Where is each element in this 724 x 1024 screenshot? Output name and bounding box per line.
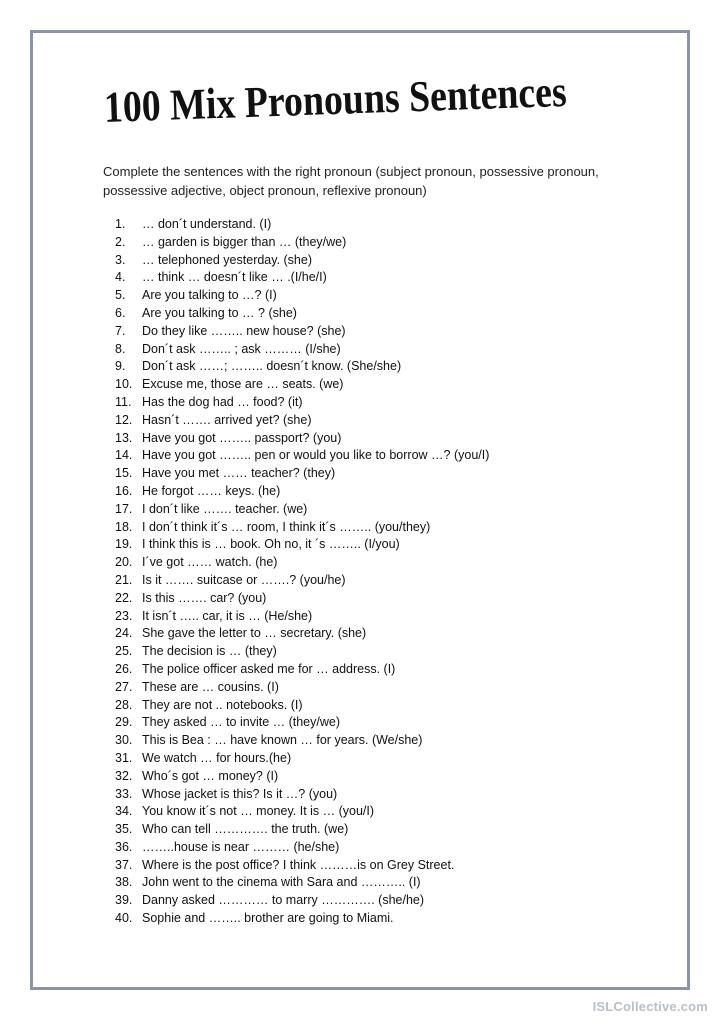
sentence-item xyxy=(115,625,665,643)
sentence-text: Do they like …….. new house? (she) xyxy=(142,323,346,338)
sentence-item xyxy=(115,323,665,341)
sentence-number: 11. xyxy=(115,394,132,409)
sentence-item xyxy=(115,269,665,287)
sentence-number: 38. xyxy=(115,875,133,890)
sentence-item xyxy=(115,892,665,910)
sentence-text: These are … cousins. (I) xyxy=(142,679,279,694)
sentence-item xyxy=(115,287,665,305)
sentence-number: 32. xyxy=(115,768,133,783)
sentence-number: 25. xyxy=(115,644,133,659)
sentence-text: This is Bea : … have known … for years. (We/she) xyxy=(142,733,423,748)
sentence-text: Have you met …… teacher? (they) xyxy=(142,466,336,481)
sentence-text: I don´t like ……. teacher. (we) xyxy=(142,501,308,516)
sentence-item xyxy=(115,394,665,412)
sentence-item xyxy=(115,661,665,679)
sentence-text: … don´t understand. (I) xyxy=(142,217,272,231)
sentence-item xyxy=(115,643,665,661)
sentence-item xyxy=(115,252,665,270)
sentence-text: … telephoned yesterday. (she) xyxy=(142,252,313,267)
sentence-item xyxy=(115,358,665,376)
sentence-text: They are not .. notebooks. (I) xyxy=(142,697,303,712)
sentence-item xyxy=(115,679,665,697)
sentence-number: 36. xyxy=(115,839,133,854)
sentence-item xyxy=(115,608,665,626)
sentence-text: Is this ……. car? (you) xyxy=(142,590,267,605)
sentence-number: 3. xyxy=(115,252,126,267)
sentence-number: 34. xyxy=(115,804,133,819)
sentence-text: … garden is bigger than … (they/we) xyxy=(142,234,347,249)
sentence-text: Where is the post office? I think ………is on Grey Street. xyxy=(142,857,455,872)
sentence-text: They asked … to invite … (they/we) xyxy=(142,715,340,730)
sentence-number: 31. xyxy=(115,750,133,765)
sentence-item xyxy=(115,874,665,892)
sentence-item xyxy=(115,216,665,234)
sentence-text: … think … doesn´t like … .(I/he/I) xyxy=(142,270,327,285)
sentence-item xyxy=(115,483,665,501)
sentence-number: 17. xyxy=(115,501,133,516)
sentence-item xyxy=(115,501,665,519)
sentence-text: I´ve got …… watch. (he) xyxy=(142,555,278,570)
sentence-item xyxy=(115,412,665,430)
sentence-text: Is it ……. suitcase or …….? (you/he) xyxy=(142,572,346,587)
worksheet-title: 100 Mix Pronouns Sentences xyxy=(103,66,568,132)
sentence-item xyxy=(115,234,665,252)
sentence-item xyxy=(115,465,665,483)
sentence-number: 35. xyxy=(115,822,133,837)
sentence-text: She gave the letter to … secretary. (she) xyxy=(142,626,367,641)
sentence-number: 5. xyxy=(115,288,126,303)
sentence-number: 39. xyxy=(115,893,133,908)
sentence-number: 27. xyxy=(115,679,133,694)
sentence-number: 30. xyxy=(115,733,133,748)
sentence-number: 9. xyxy=(115,359,126,374)
sentence-number: 13. xyxy=(115,430,133,445)
sentence-number: 28. xyxy=(115,697,133,712)
sentence-item xyxy=(115,341,665,359)
sentence-number: 24. xyxy=(115,626,133,641)
sentence-text: Are you talking to …? (I) xyxy=(142,288,277,303)
sentence-item xyxy=(115,519,665,537)
sentence-number: 29. xyxy=(115,715,133,730)
sentence-number: 15. xyxy=(115,466,133,481)
sentence-text: Have you got …….. passport? (you) xyxy=(142,430,342,445)
sentence-item xyxy=(115,572,665,590)
sentence-item xyxy=(115,732,665,750)
sentence-text: Has the dog had … food? (it) xyxy=(142,394,303,409)
sentence-number: 6. xyxy=(115,305,126,320)
sentence-number: 33. xyxy=(115,786,133,801)
sentence-number: 10. xyxy=(115,377,133,392)
sentence-item xyxy=(115,768,665,786)
watermark: ISLCollective.com xyxy=(592,999,708,1014)
sentence-number: 1. xyxy=(115,217,126,231)
sentence-text: Are you talking to … ? (she) xyxy=(142,305,297,320)
sentence-number: 12. xyxy=(115,412,133,427)
sentence-text: John went to the cinema with Sara and ……….. (I) xyxy=(142,875,421,890)
sentence-item xyxy=(115,714,665,732)
sentence-number: 22. xyxy=(115,590,133,605)
sentence-item xyxy=(115,305,665,323)
sentence-text: Have you got …….. pen or would you like to borrow …? (you/I) xyxy=(142,448,490,463)
sentence-item xyxy=(115,590,665,608)
sentence-text: Who´s got … money? (I) xyxy=(142,768,279,783)
sentence-number: 40. xyxy=(115,911,133,926)
sentence-text: You know it´s not … money. It is … (you/I) xyxy=(142,804,375,819)
sentence-number: 21. xyxy=(115,572,133,587)
sentence-text: He forgot …… keys. (he) xyxy=(142,483,281,498)
sentence-text: The police officer asked me for … address. (I) xyxy=(142,661,396,676)
sentence-text: ……..house is near ……… (he/she) xyxy=(142,839,340,854)
sentence-text: It isn´t ….. car, it is … (He/she) xyxy=(142,608,313,623)
sentence-text: Excuse me, those are … seats. (we) xyxy=(142,377,344,392)
sentence-number: 37. xyxy=(115,857,133,872)
sentence-number: 14. xyxy=(115,448,133,463)
sentence-text: Sophie and …….. brother are going to Miami. xyxy=(142,911,394,926)
sentence-item xyxy=(115,910,665,928)
sentence-item xyxy=(115,447,665,465)
sentence-number: 18. xyxy=(115,519,133,534)
sentence-number: 16. xyxy=(115,483,133,498)
sentence-text: Who can tell …………. the truth. (we) xyxy=(142,822,349,837)
sentence-item xyxy=(115,430,665,448)
sentence-text: I don´t think it´s … room, I think it´s …….. (you/they) xyxy=(142,519,431,534)
sentence-number: 20. xyxy=(115,555,133,570)
sentence-number: 23. xyxy=(115,608,133,623)
sentence-number: 26. xyxy=(115,661,133,676)
sentence-text: The decision is … (they) xyxy=(142,644,277,659)
sentence-item xyxy=(115,857,665,875)
sentence-item xyxy=(115,750,665,768)
sentence-item xyxy=(115,803,665,821)
sentence-list xyxy=(115,216,665,928)
sentence-number: 2. xyxy=(115,234,126,249)
worksheet-instructions: Complete the sentences with the right pronoun (subject pronoun, possessive pronoun, possessive adjective, object pronoun, reflexive pronoun) xyxy=(103,164,599,198)
sentence-item xyxy=(115,839,665,857)
sentence-item xyxy=(115,786,665,804)
sentence-number: 8. xyxy=(115,341,126,356)
sentence-item xyxy=(115,821,665,839)
sentence-item xyxy=(115,697,665,715)
sentence-text: Don´t ask ……; …….. doesn´t know. (She/she) xyxy=(142,359,402,374)
sentence-number: 19. xyxy=(115,537,133,552)
sentence-text: Don´t ask …….. ; ask ……… (I/she) xyxy=(142,341,341,356)
sentence-item xyxy=(115,536,665,554)
sentence-number: 4. xyxy=(115,270,126,285)
sentence-text: We watch … for hours.(he) xyxy=(142,750,292,765)
sentence-text: I think this is … book. Oh no, it ´s …….. (I/you) xyxy=(142,537,400,552)
sentence-text: Whose jacket is this? Is it …? (you) xyxy=(142,786,338,801)
sentence-item xyxy=(115,554,665,572)
sentence-text: Hasn´t ……. arrived yet? (she) xyxy=(142,412,312,427)
sentence-text: Danny asked ………… to marry …………. (she/he) xyxy=(142,893,425,908)
sentence-item xyxy=(115,376,665,394)
sentence-number: 7. xyxy=(115,323,126,338)
